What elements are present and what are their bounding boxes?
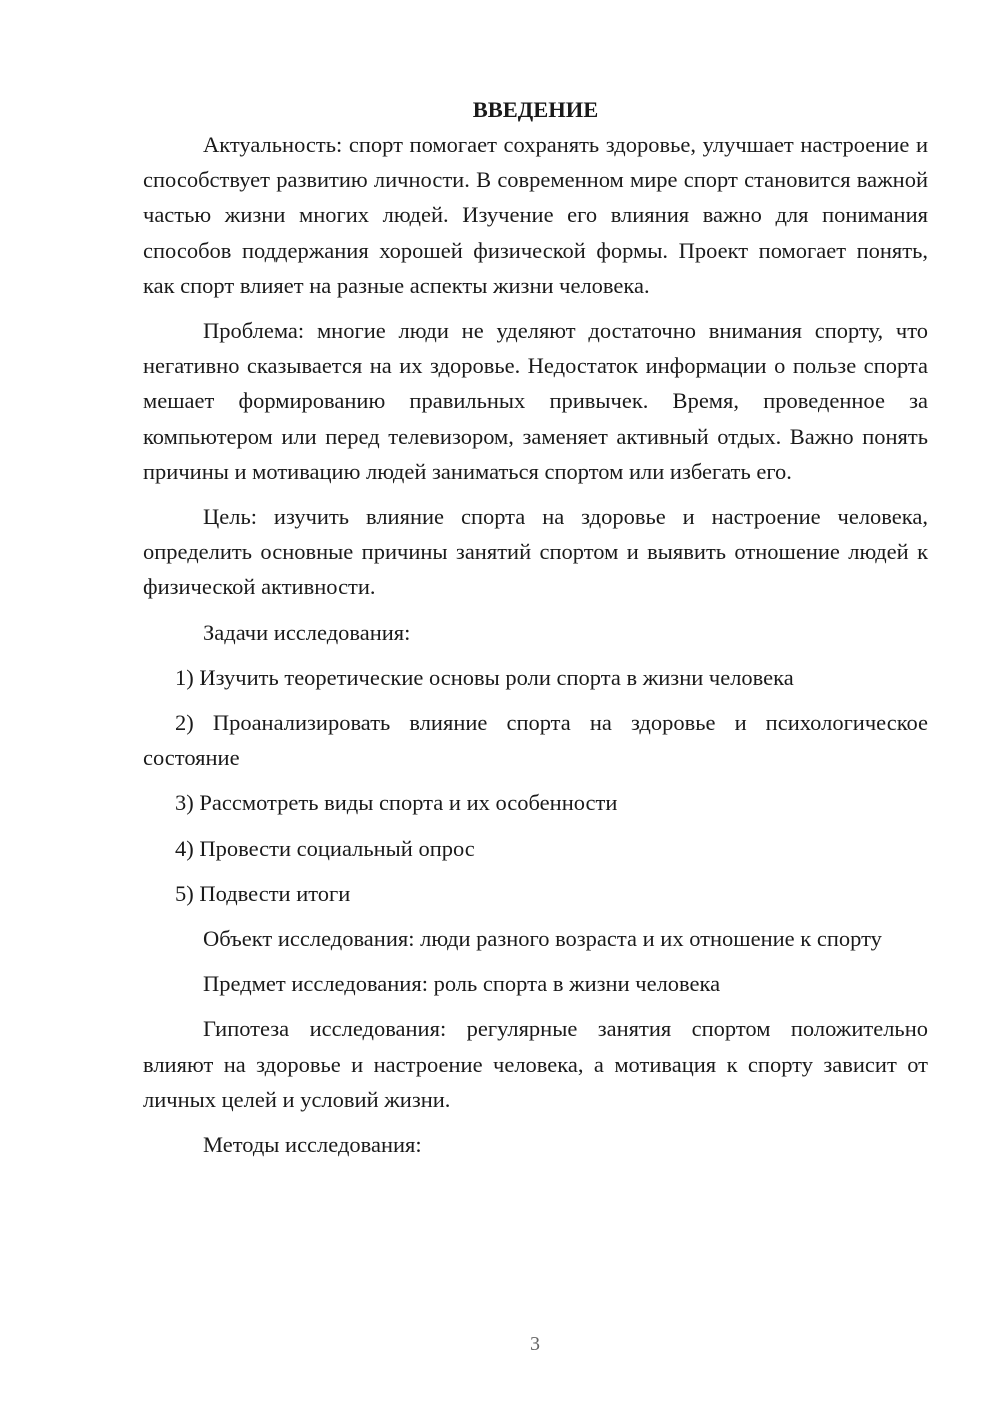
research-subject-paragraph: Предмет исследования: роль спорта в жизни человека [203, 971, 721, 997]
tasks-heading: Задачи исследования: [203, 619, 411, 645]
research-hypothesis-paragraph: Гипотеза исследования: регулярные занятия спортом положительно влияют на здоровье и настроение человека, а мотивация к спорту зависит от личных целей и условий жизни. [143, 1016, 928, 1112]
page-number: 3 [530, 1333, 540, 1355]
task-item-4: 4) Провести социальный опрос [175, 835, 475, 861]
task-item-2: 2) Проанализировать влияние спорта на здоровье и психологическое состояние [143, 710, 928, 771]
problem-paragraph: Проблема: многие люди не уделяют достаточно внимания спорту, что негативно сказывается на их здоровье. Недостаток информации о пользе спорта мешает формированию правильных привычек. Время, проведенное за компьютером или перед телевизором, заменяет активный отдых. Важно понять причины и мотивацию людей заниматься спортом или избегать его. [143, 318, 928, 484]
research-methods-heading: Методы исследования: [203, 1132, 422, 1158]
research-object-paragraph: Объект исследования: люди разного возраста и их отношение к спорту [203, 926, 882, 952]
relevance-paragraph: Актуальность: спорт помогает сохранять здоровье, улучшает настроение и способствует развитию личности. В современном мире спорт становится важной частью жизни многих людей. Изучение его влияния важно для понимания способов поддержания хорошей физической формы. Проект помогает понять, как спорт влияет на разные аспекты жизни человека. [143, 132, 928, 298]
goal-paragraph: Цель: изучить влияние спорта на здоровье и настроение человека, определить основные причины занятий спортом и выявить отношение людей к физической активности. [143, 504, 928, 600]
document-page [143, 92, 928, 1162]
task-item-5: 5) Подвести итоги [175, 880, 351, 906]
task-item-3: 3) Рассмотреть виды спорта и их особенности [175, 790, 618, 816]
task-item-1: 1) Изучить теоретические основы роли спорта в жизни человека [175, 664, 794, 690]
section-title: ВВЕДЕНИЕ [472, 97, 599, 122]
